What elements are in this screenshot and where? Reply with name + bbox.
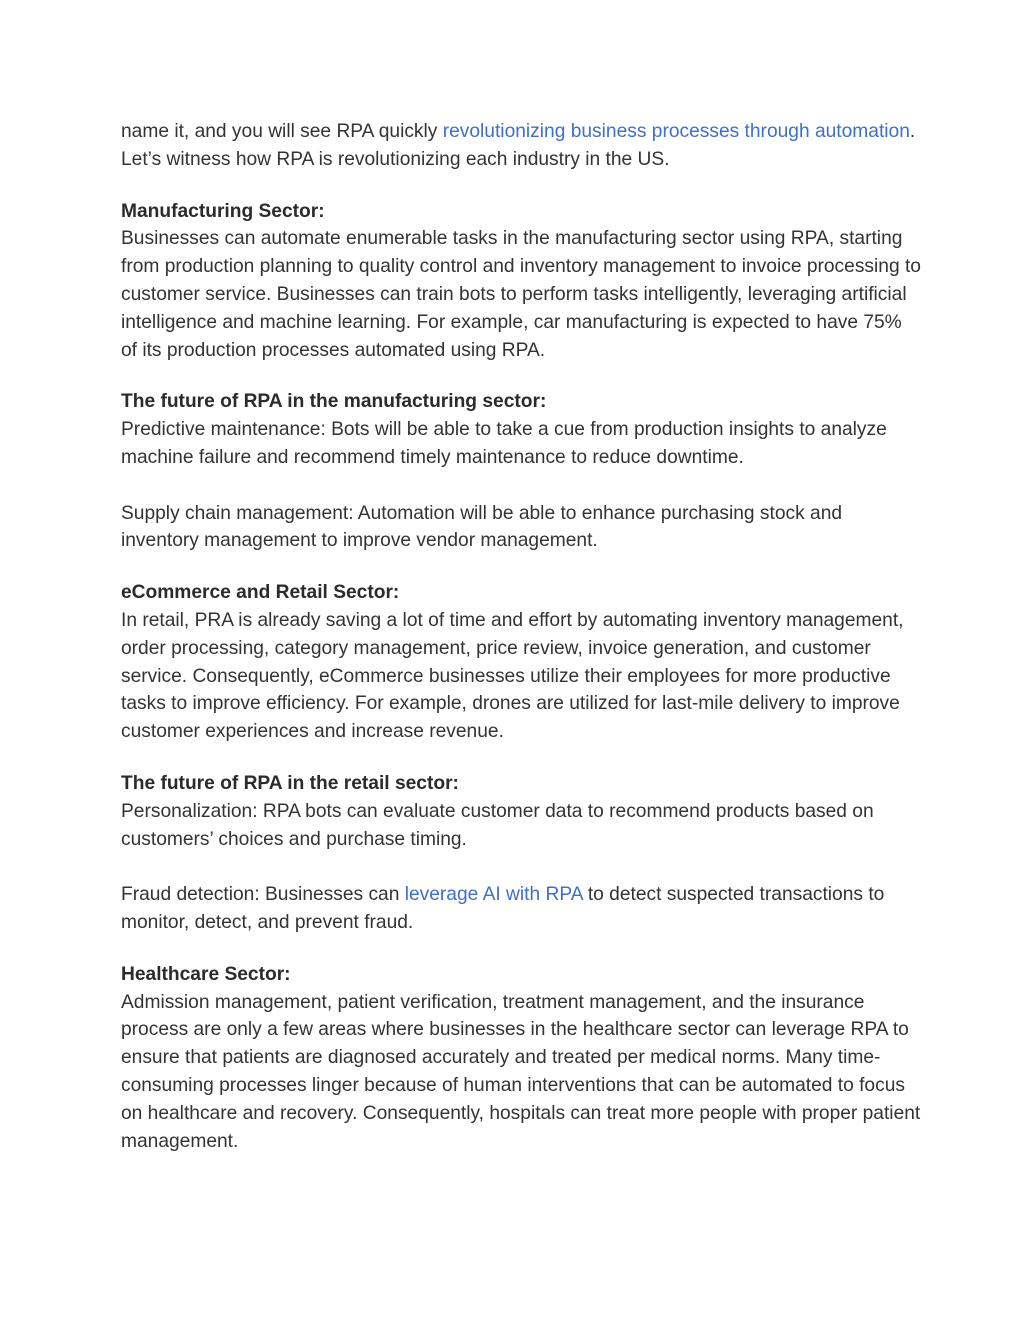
fraud-detection-text-end: to detect suspected transactions to monitor, detect, and prevent fraud. <box>121 884 885 933</box>
fraud-detection-text: Fraud detection: Businesses can <box>121 884 405 906</box>
intro-text-end: . Let’s witness how RPA is revolutionizing each industry in the US. <box>121 121 916 170</box>
fraud-detection-paragraph <box>121 881 921 937</box>
rpa-automation-link[interactable]: revolutionizing business processes through automation <box>442 121 910 142</box>
leverage-ai-link[interactable]: leverage AI with RPA <box>404 884 583 906</box>
supply-chain-paragraph: Supply chain management: Automation will be able to enhance purchasing stock and inventory management to improve vendor management. <box>121 502 843 552</box>
healthcare-heading: Healthcare Sector: <box>121 963 291 985</box>
manufacturing-heading: Manufacturing Sector: <box>121 200 325 222</box>
intro-text: name it, and you will see RPA quickly <box>121 121 443 142</box>
predictive-maintenance-paragraph: Predictive maintenance: Bots will be able to take a cue from production insights to analyze machine failure and recommend timely maintenance to reduce downtime. <box>121 419 887 468</box>
retail-body: In retail, PRA is already saving a lot of time and effort by automating inventory management, order processing, category management, price review, invoice generation, and customer service. Consequently, eCommerce businesses utilize their employees for more productive tasks to improve efficiency. For example, drones are utilized for last-mile delivery to improve customer experiences and increase revenue. <box>121 609 904 743</box>
retail-future-heading: The future of RPA in the retail sector: <box>121 772 459 794</box>
personalization-paragraph: Personalization: RPA bots can evaluate customer data to recommend products based on customers’ choices and purchase timing. <box>121 800 874 850</box>
retail-heading: eCommerce and Retail Sector: <box>121 582 400 604</box>
manufacturing-future-heading: The future of RPA in the manufacturing sector: <box>121 391 547 413</box>
manufacturing-body: Businesses can automate enumerable tasks in the manufacturing sector using RPA, starting from production planning to quality control and inventory management to invoice processing to customer service. Businesses can train bots to perform tasks intelligently, leveraging artificial intelligence and machine learning. For example, car manufacturing is expected to have 75% of its production processes automated using RPA. <box>121 228 921 361</box>
healthcare-body: Admission management, patient verification, treatment management, and the insurance process are only a few areas where businesses in the healthcare sector can leverage RPA to ensure that patients are diagnosed accurately and treated per medical norms. Many time-consuming processes linger because of human interventions that can be automated to focus on healthcare and recovery. Consequently, hospitals can treat more people with proper patient management. <box>121 991 921 1152</box>
document-page <box>121 118 921 1155</box>
intro-paragraph <box>121 118 921 174</box>
